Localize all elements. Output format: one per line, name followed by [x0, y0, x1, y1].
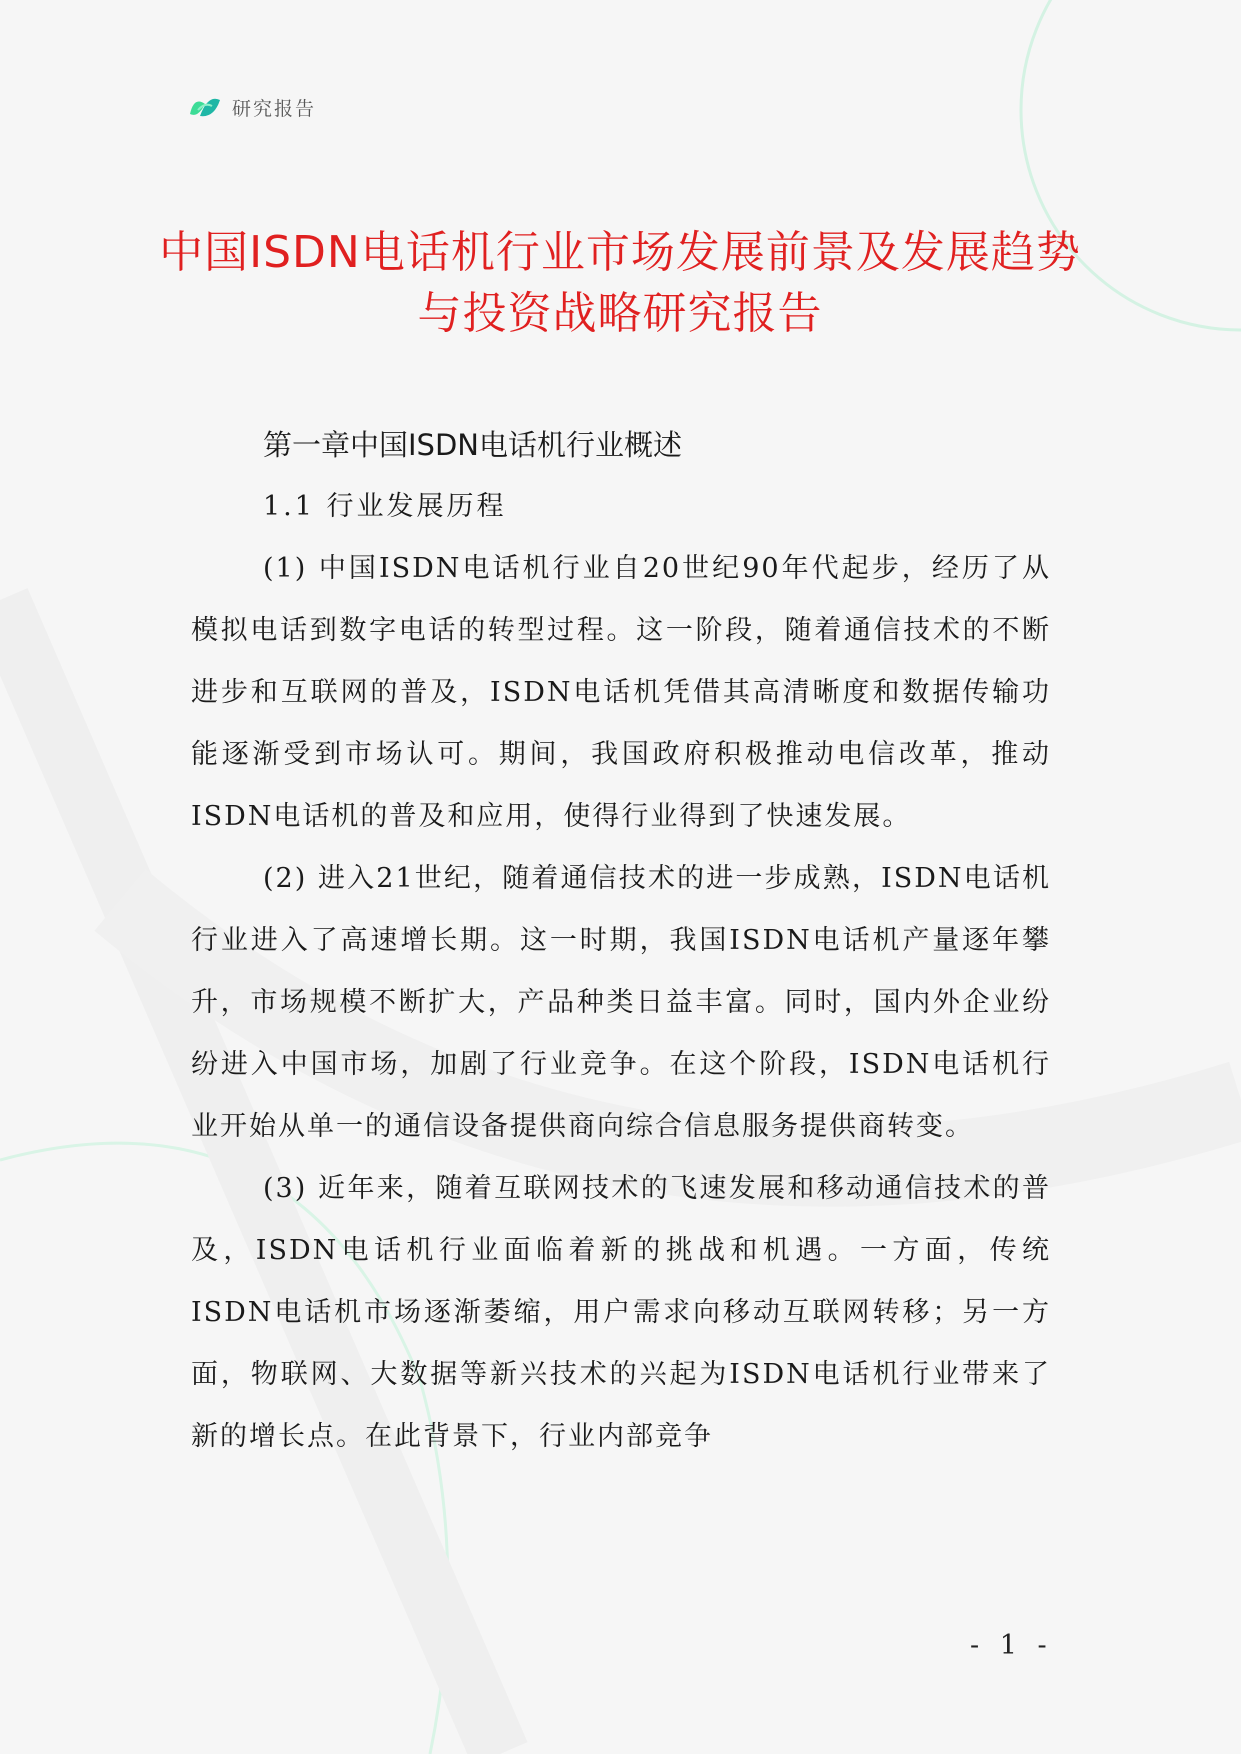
document-body	[191, 414, 1051, 1468]
chapter-heading: 第一章中国ISDN电话机行业概述	[263, 428, 682, 462]
section-heading: 1.1 行业发展历程	[263, 491, 507, 522]
paragraph-3: (3) 近年来，随着互联网技术的飞速发展和移动通信技术的普及，ISDN电话机行业面临着新的挑战和机遇。一方面，传统ISDN电话机市场逐渐萎缩，用户需求向移动互联网转移；另一方面，物联网、大数据等新兴技术的兴起为ISDN电话机行业带来了新的增长点。在此背景下，行业内部竞争	[191, 1173, 1051, 1452]
page-title: 中国ISDN电话机行业市场发展前景及发展趋势与投资战略研究报告	[159, 227, 1081, 339]
paragraph-1: (1) 中国ISDN电话机行业自20世纪90年代起步，经历了从模拟电话到数字电话的转型过程。这一阶段，随着通信技术的不断进步和互联网的普及，ISDN电话机凭借其高清晰度和数据传输功能逐渐受到市场认可。期间，我国政府积极推动电信改革，推动ISDN电话机的普及和应用，使得行业得到了快速发展。	[191, 553, 1051, 832]
report-header	[188, 90, 316, 124]
paragraph-2: (2) 进入21世纪，随着通信技术的进一步成熟，ISDN电话机行业进入了高速增长期。这一时期，我国ISDN电话机产量逐年攀升，市场规模不断扩大，产品种类日益丰富。同时，国内外企业纷纷进入中国市场，加剧了行业竞争。在这个阶段，ISDN电话机行业开始从单一的通信设备提供商向综合信息服务提供商转变。	[191, 863, 1051, 1142]
leaf-logo-icon	[188, 92, 222, 122]
header-label: 研究报告	[232, 97, 317, 120]
page-number: - 1 -	[970, 1630, 1053, 1661]
